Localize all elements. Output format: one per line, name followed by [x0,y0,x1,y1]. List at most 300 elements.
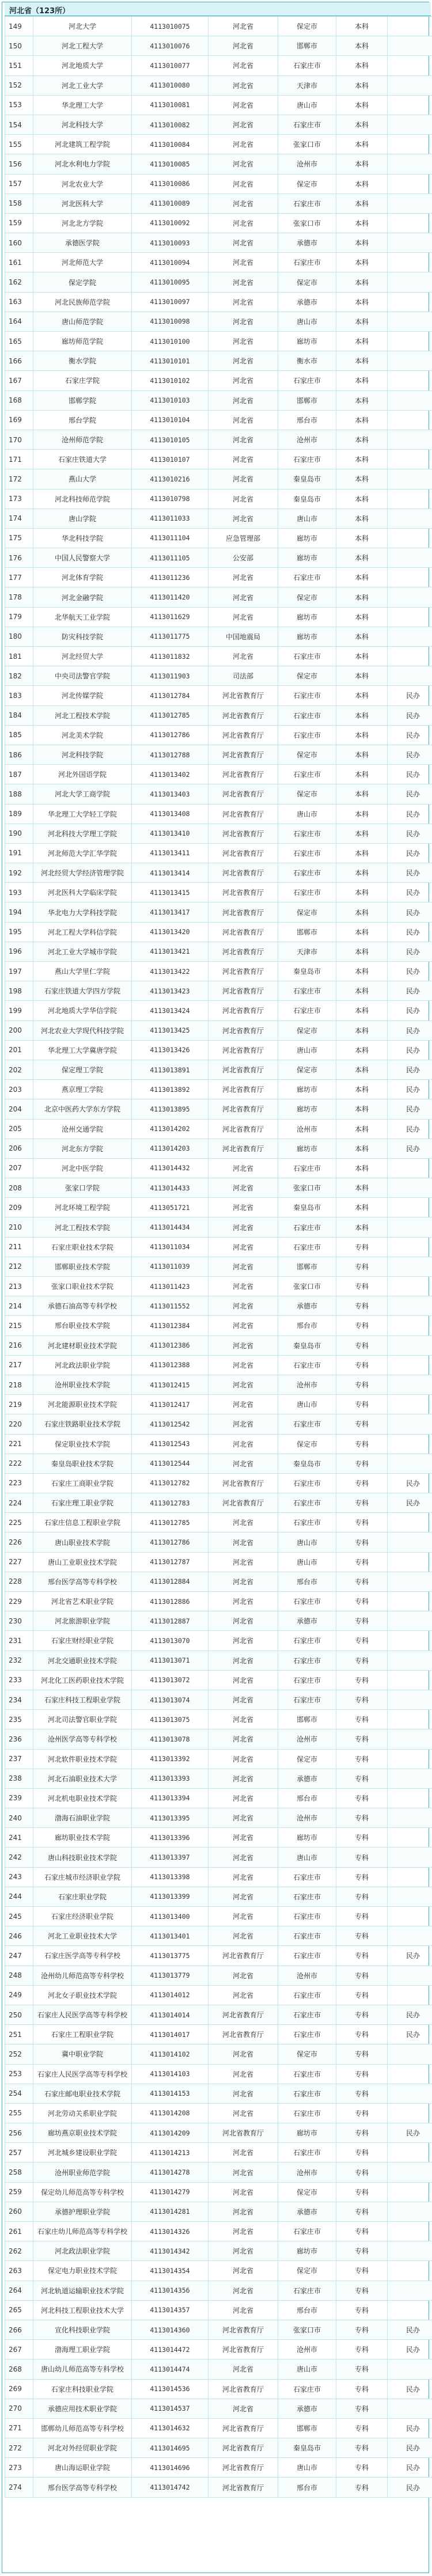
school-code-cell: 4113013070 [132,1631,209,1651]
remark-cell: 民办 [388,804,432,824]
remark-cell [388,548,432,568]
city-cell: 石家庄市 [278,2143,336,2163]
supervising-dept-cell: 河北省教育厅 [209,725,278,745]
row-number-cell: 266 [5,2320,33,2339]
education-level-cell: 专科 [336,2143,388,2163]
school-name-cell: 邢台学院 [33,410,132,430]
row-number-cell: 265 [5,2300,33,2320]
school-name-cell: 邢台医学高等专科学校 [33,1572,132,1591]
education-level-cell: 本科 [336,95,388,115]
education-level-cell: 专科 [336,1729,388,1749]
school-name-cell: 保定理工学院 [33,1060,132,1079]
remark-cell: 民办 [388,2458,432,2478]
remark-cell [388,1395,432,1414]
remark-cell [388,1316,432,1336]
school-code-cell: 4113010216 [132,469,209,489]
table-row [5,1513,432,1532]
education-level-cell: 专科 [336,1454,388,1473]
education-level-cell: 专科 [336,1532,388,1552]
supervising-dept-cell: 河北省教育厅 [209,1060,278,1079]
city-cell: 保定市 [278,174,336,194]
supervising-dept-cell: 河北省 [209,115,278,134]
table-body [5,17,432,2498]
city-cell: 保定市 [278,2182,336,2202]
row-number-cell: 205 [5,1119,33,1139]
school-name-cell: 廊坊职业技术学院 [33,1828,132,1847]
table-row [5,1847,432,1867]
city-cell: 石家庄市 [278,824,336,843]
school-name-cell: 廊坊燕京职业技术学院 [33,2123,132,2143]
table-row [5,194,432,213]
education-level-cell: 本科 [336,863,388,883]
supervising-dept-cell: 河北省 [209,1592,278,1611]
school-code-cell: 4113013414 [132,863,209,883]
row-number-cell: 186 [5,745,33,764]
row-number-cell: 241 [5,1828,33,1847]
school-code-cell: 4113051721 [132,1198,209,1217]
row-number-cell: 175 [5,528,33,548]
remark-cell [388,1828,432,1847]
supervising-dept-cell: 河北省 [209,2359,278,2379]
supervising-dept-cell: 河北省教育厅 [209,705,278,725]
remark-cell [388,2222,432,2241]
education-level-cell: 本科 [336,843,388,863]
remark-cell [388,410,432,430]
row-number-cell: 252 [5,2044,33,2064]
row-number-cell: 164 [5,312,33,331]
education-level-cell: 本科 [336,17,388,36]
row-number-cell: 262 [5,2241,33,2261]
table-row [5,587,432,607]
table-row [5,1217,432,1237]
supervising-dept-cell: 河北省教育厅 [209,962,278,981]
education-level-cell: 专科 [336,1867,388,1887]
supervising-dept-cell: 河北省 [209,587,278,607]
education-level-cell: 专科 [336,1828,388,1847]
education-level-cell: 本科 [336,1158,388,1178]
school-name-cell: 河北机电职业技术学院 [33,1788,132,1808]
school-code-cell: 4113014014 [132,2005,209,2024]
table-row [5,765,432,784]
city-cell: 廊坊市 [278,1099,336,1119]
table-row [5,1277,432,1296]
table-row [5,1473,432,1493]
supervising-dept-cell: 河北省 [209,1237,278,1257]
remark-cell: 民办 [388,843,432,863]
row-number-cell: 216 [5,1336,33,1355]
school-code-cell: 4113011423 [132,1277,209,1296]
city-cell: 秦皇岛市 [278,962,336,981]
remark-cell [388,568,432,587]
row-number-cell: 153 [5,95,33,115]
table-row [5,1611,432,1631]
table-row [5,1651,432,1670]
school-name-cell: 河北民族师范学院 [33,292,132,312]
row-number-cell: 247 [5,1946,33,1966]
school-code-cell: 4113010097 [132,292,209,312]
education-level-cell: 专科 [336,1808,388,1828]
supervising-dept-cell: 河北省教育厅 [209,902,278,922]
supervising-dept-cell: 河北省 [209,2044,278,2064]
school-code-cell: 4113013399 [132,1887,209,1906]
table-row [5,1690,432,1709]
supervising-dept-cell: 河北省 [209,1611,278,1631]
table-row [5,725,432,745]
city-cell: 保定市 [278,1060,336,1079]
school-name-cell: 河北东方学院 [33,1139,132,1158]
school-name-cell: 承德应用技术职业学院 [33,2399,132,2418]
city-cell: 承德市 [278,233,336,253]
school-code-cell: 4113012784 [132,686,209,705]
remark-cell [388,647,432,666]
supervising-dept-cell: 河北省 [209,56,278,75]
school-code-cell: 4113014012 [132,1985,209,2005]
school-code-cell: 4113010086 [132,174,209,194]
education-level-cell: 专科 [336,2379,388,2399]
education-level-cell: 本科 [336,213,388,233]
education-level-cell: 本科 [336,647,388,666]
school-name-cell: 河北科技大学 [33,115,132,134]
row-number-cell: 263 [5,2261,33,2281]
remark-cell [388,489,432,509]
school-code-cell: 4113012886 [132,1592,209,1611]
remark-cell [388,2261,432,2281]
remark-cell [388,1670,432,1690]
city-cell: 石家庄市 [278,1690,336,1709]
remark-cell: 民办 [388,962,432,981]
school-code-cell: 4113014632 [132,2418,209,2438]
education-level-cell: 专科 [336,1493,388,1513]
city-cell: 石家庄市 [278,1651,336,1670]
city-cell: 秦皇岛市 [278,489,336,509]
table-row [5,2418,432,2438]
remark-cell: 民办 [388,2340,432,2359]
table-row [5,2182,432,2202]
supervising-dept-cell: 河北省 [209,2300,278,2320]
supervising-dept-cell: 河北省 [209,253,278,272]
row-number-cell: 232 [5,1651,33,1670]
table-row [5,568,432,587]
school-name-cell: 石家庄职业学院 [33,1887,132,1906]
remark-cell [388,1867,432,1887]
city-cell: 天津市 [278,75,336,95]
remark-cell [388,351,432,371]
remark-cell [388,253,432,272]
education-level-cell: 本科 [336,390,388,410]
school-name-cell: 北华航天工业学院 [33,607,132,627]
table-row [5,528,432,548]
education-level-cell: 专科 [336,1611,388,1631]
row-number-cell: 268 [5,2359,33,2379]
remark-cell [388,2241,432,2261]
table-row [5,2084,432,2103]
supervising-dept-cell: 河北省 [209,135,278,154]
city-cell: 承德市 [278,1296,336,1316]
supervising-dept-cell: 河北省 [209,36,278,56]
row-number-cell: 194 [5,902,33,922]
city-cell: 保定市 [278,2261,336,2281]
city-cell: 廊坊市 [278,528,336,548]
education-level-cell: 本科 [336,1217,388,1237]
school-name-cell: 河北科技工程职业技术大学 [33,2300,132,2320]
row-number-cell: 274 [5,2478,33,2497]
row-number-cell: 258 [5,2163,33,2182]
city-cell: 沧州市 [278,1729,336,1749]
school-code-cell: 4113011105 [132,548,209,568]
education-level-cell: 本科 [336,75,388,95]
row-number-cell: 250 [5,2005,33,2024]
school-code-cell: 4113010093 [132,233,209,253]
supervising-dept-cell: 河北省 [209,647,278,666]
row-number-cell: 151 [5,56,33,75]
school-name-cell: 河北软件职业技术学院 [33,1749,132,1769]
city-cell: 唐山市 [278,1395,336,1414]
city-cell: 秦皇岛市 [278,1336,336,1355]
city-cell: 石家庄市 [278,647,336,666]
remark-cell [388,36,432,56]
row-number-cell: 170 [5,430,33,449]
row-number-cell: 240 [5,1808,33,1828]
school-name-cell: 承德护理职业学院 [33,2202,132,2221]
remark-cell: 民办 [388,2123,432,2143]
row-number-cell: 178 [5,587,33,607]
education-level-cell: 专科 [336,1651,388,1670]
table-row [5,922,432,942]
row-number-cell: 197 [5,962,33,981]
table-row [5,17,432,36]
remark-cell [388,2163,432,2182]
school-name-cell: 河北工程技术学院 [33,705,132,725]
table-row [5,2399,432,2418]
table-row [5,883,432,902]
supervising-dept-cell: 河北省教育厅 [209,1040,278,1060]
school-code-cell: 4113014326 [132,2222,209,2241]
education-level-cell: 专科 [336,1788,388,1808]
remark-cell [388,1513,432,1532]
school-code-cell: 4113010094 [132,253,209,272]
school-code-cell: 4113013074 [132,1690,209,1709]
city-cell: 石家庄市 [278,1473,336,1493]
supervising-dept-cell: 河北省教育厅 [209,2418,278,2438]
city-cell: 石家庄市 [278,1946,336,1966]
row-number-cell: 187 [5,765,33,784]
city-cell: 沧州市 [278,2340,336,2359]
education-level-cell: 专科 [336,1946,388,1966]
table-row [5,430,432,449]
row-number-cell: 152 [5,75,33,95]
school-code-cell: 4113014696 [132,2458,209,2478]
row-number-cell: 173 [5,489,33,509]
table-row [5,2222,432,2241]
education-level-cell: 本科 [336,942,388,961]
city-cell: 石家庄市 [278,1493,336,1513]
supervising-dept-cell: 河北省 [209,2064,278,2084]
school-name-cell: 石家庄学院 [33,371,132,390]
school-name-cell: 河北能源职业技术学院 [33,1395,132,1414]
school-name-cell: 河北农业大学 [33,174,132,194]
remark-cell [388,469,432,489]
education-level-cell: 本科 [336,332,388,351]
table-row [5,1080,432,1099]
remark-cell: 民办 [388,1001,432,1020]
remark-cell [388,390,432,410]
table-row [5,942,432,961]
school-code-cell: 4113014281 [132,2202,209,2221]
education-level-cell: 本科 [336,1139,388,1158]
education-level-cell: 专科 [336,2044,388,2064]
city-cell: 石家庄市 [278,705,336,725]
city-cell: 石家庄市 [278,1926,336,1946]
education-level-cell: 专科 [336,2261,388,2281]
remark-cell [388,1572,432,1591]
row-number-cell: 201 [5,1040,33,1060]
school-code-cell: 4113010098 [132,312,209,331]
supervising-dept-cell: 中国地震局 [209,627,278,646]
education-level-cell: 专科 [336,2340,388,2359]
school-name-cell: 河北化工医药职业技术学院 [33,1670,132,1690]
school-name-cell: 河北环境工程学院 [33,1198,132,1217]
remark-cell [388,312,432,331]
remark-cell [388,1198,432,1217]
school-code-cell: 4113011236 [132,568,209,587]
row-number-cell: 180 [5,627,33,646]
school-name-cell: 河北交通职业技术学院 [33,1651,132,1670]
remark-cell [388,194,432,213]
city-cell: 石家庄市 [278,2103,336,2123]
supervising-dept-cell: 河北省 [209,1513,278,1532]
row-number-cell: 167 [5,371,33,390]
education-level-cell: 本科 [336,765,388,784]
table-row [5,1336,432,1355]
school-code-cell: 4113013397 [132,1847,209,1867]
remark-cell: 民办 [388,765,432,784]
remark-cell [388,2399,432,2418]
city-cell: 石家庄市 [278,1670,336,1690]
school-code-cell: 4113013402 [132,765,209,784]
education-level-cell: 专科 [336,2399,388,2418]
supervising-dept-cell: 河北省 [209,194,278,213]
school-name-cell: 河北美术学院 [33,725,132,745]
remark-cell [388,1237,432,1257]
school-name-cell: 石家庄铁道大学 [33,450,132,469]
city-cell: 唐山市 [278,1552,336,1572]
row-number-cell: 248 [5,1966,33,1985]
row-number-cell: 162 [5,272,33,292]
remark-cell [388,430,432,449]
school-name-cell: 宣化科技职业学院 [33,2320,132,2339]
school-name-cell: 渤海石油职业学院 [33,1808,132,1828]
supervising-dept-cell: 应急管理部 [209,528,278,548]
remark-cell: 民办 [388,686,432,705]
table-row [5,253,432,272]
table-row [5,1060,432,1079]
supervising-dept-cell: 河北省教育厅 [209,1946,278,1966]
row-number-cell: 199 [5,1001,33,1020]
city-cell: 唐山市 [278,2359,336,2379]
school-name-cell: 保定学院 [33,272,132,292]
supervising-dept-cell: 河北省 [209,1178,278,1198]
remark-cell: 民办 [388,1139,432,1158]
education-level-cell: 本科 [336,253,388,272]
school-code-cell: 4113014202 [132,1119,209,1139]
school-code-cell: 4113013775 [132,1946,209,1966]
table-row [5,902,432,922]
supervising-dept-cell: 河北省 [209,312,278,331]
city-cell: 保定市 [278,1749,336,1769]
row-number-cell: 229 [5,1592,33,1611]
row-number-cell: 165 [5,332,33,351]
remark-cell [388,528,432,548]
remark-cell [388,1158,432,1178]
school-code-cell: 4113010095 [132,272,209,292]
remark-cell [388,2182,432,2202]
supervising-dept-cell: 河北省教育厅 [209,745,278,764]
city-cell: 保定市 [278,272,336,292]
school-name-cell: 河北建材职业技术学院 [33,1336,132,1355]
school-name-cell: 河北地质大学 [33,56,132,75]
city-cell: 沧州市 [278,430,336,449]
school-code-cell: 4113013415 [132,883,209,902]
school-code-cell: 4113014153 [132,2084,209,2103]
school-name-cell: 保定电力职业技术学院 [33,2261,132,2281]
education-level-cell: 本科 [336,371,388,390]
table-row [5,410,432,430]
remark-cell [388,1454,432,1473]
school-code-cell: 4113013421 [132,942,209,961]
education-level-cell: 本科 [336,351,388,371]
school-code-cell: 4113012386 [132,1336,209,1355]
school-name-cell: 沧州交通学院 [33,1119,132,1139]
education-level-cell: 本科 [336,1198,388,1217]
school-code-cell: 4113013422 [132,962,209,981]
row-number-cell: 233 [5,1670,33,1690]
school-name-cell: 保定职业技术学院 [33,1434,132,1454]
supervising-dept-cell: 河北省 [209,1572,278,1591]
table-row [5,1532,432,1552]
school-name-cell: 河北经贸大学经济管理学院 [33,863,132,883]
supervising-dept-cell: 河北省 [209,1631,278,1651]
school-name-cell: 河北中医学院 [33,1158,132,1178]
education-level-cell: 专科 [336,2182,388,2202]
school-name-cell: 石家庄医学高等专科学校 [33,1946,132,1966]
city-cell: 沧州市 [278,1966,336,1985]
remark-cell [388,75,432,95]
school-name-cell: 河北科技学院 [33,745,132,764]
school-name-cell: 沧州师范学院 [33,430,132,449]
supervising-dept-cell: 河北省教育厅 [209,981,278,1001]
remark-cell [388,1926,432,1946]
supervising-dept-cell: 河北省 [209,1907,278,1926]
city-cell: 秦皇岛市 [278,1198,336,1217]
remark-cell: 民办 [388,1080,432,1099]
education-level-cell: 专科 [336,1907,388,1926]
table-row [5,1198,432,1217]
city-cell: 石家庄市 [278,2025,336,2044]
table-row [5,95,432,115]
school-code-cell: 4113013892 [132,1080,209,1099]
education-level-cell: 专科 [336,1277,388,1296]
school-name-cell: 石家庄科技职业学院 [33,2379,132,2399]
row-number-cell: 272 [5,2438,33,2458]
city-cell: 石家庄市 [278,2084,336,2103]
school-code-cell: 4113012782 [132,1473,209,1493]
city-cell: 保定市 [278,1434,336,1454]
supervising-dept-cell: 河北省 [209,1316,278,1336]
school-code-cell: 4113013423 [132,981,209,1001]
supervising-dept-cell: 河北省教育厅 [209,765,278,784]
supervising-dept-cell: 河北省 [209,332,278,351]
remark-cell [388,2044,432,2064]
